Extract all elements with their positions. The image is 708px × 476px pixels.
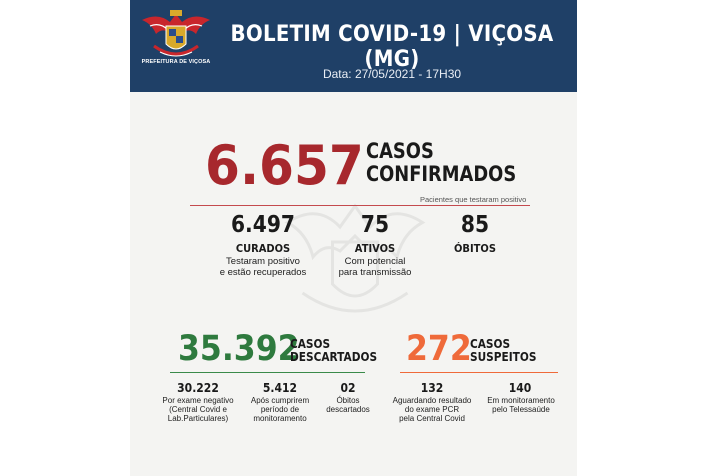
cured-desc-line1: Testaram positivo bbox=[226, 256, 300, 267]
discarded-monitoring-line1: Após cumprirem bbox=[250, 396, 310, 405]
suspected-monitoring-value: 140 bbox=[508, 381, 532, 395]
discarded-label-line1: CASOS bbox=[290, 337, 331, 351]
discarded-monitoring-description bbox=[235, 396, 325, 424]
suspected-label-line1: CASOS bbox=[470, 337, 511, 351]
discarded-negative-value: 30.222 bbox=[177, 381, 219, 395]
discarded-deaths-line2: descartados bbox=[326, 405, 370, 415]
deaths-value: 85 bbox=[460, 212, 490, 238]
suspected-monitoring-line2: pelo Telessaúde bbox=[492, 405, 550, 415]
discarded-deaths-value: 02 bbox=[340, 381, 356, 395]
discarded-negative-line3: Lab.Particulares) bbox=[167, 414, 229, 424]
active-desc-line1: Com potencial bbox=[344, 256, 406, 267]
suspected-monitoring-description bbox=[475, 396, 567, 414]
discarded-negative-description bbox=[148, 396, 248, 424]
discarded-deaths-line1: Óbitos bbox=[336, 396, 360, 405]
suspected-cases-value: 272 bbox=[406, 329, 472, 369]
discarded-negative-line1: Por exame negativo bbox=[162, 396, 234, 405]
confirmed-note: Pacientes que testaram positivo bbox=[420, 195, 527, 204]
header-banner bbox=[130, 0, 577, 92]
discarded-cases-value: 35.392 bbox=[178, 329, 300, 369]
confirmed-cases-label bbox=[366, 140, 516, 185]
cured-label: CURADOS bbox=[235, 242, 291, 255]
suspected-awaiting-line3: pela Central Covid bbox=[399, 414, 465, 424]
cured-desc-line2: e estão recuperados bbox=[219, 266, 307, 278]
cured-description bbox=[203, 257, 323, 279]
deaths-label: ÓBITOS bbox=[454, 242, 496, 255]
discarded-deaths-description bbox=[318, 396, 378, 414]
discarded-label-line2: DESCARTADOS bbox=[290, 349, 378, 364]
page-title: BOLETIM COVID-19 | VIÇOSA (MG) bbox=[230, 22, 554, 72]
suspected-awaiting-value: 132 bbox=[420, 381, 444, 395]
discarded-monitoring-line2: período de bbox=[260, 405, 300, 415]
confirmed-label-line2: CONFIRMADOS bbox=[366, 161, 517, 186]
discarded-monitoring-value: 5.412 bbox=[262, 381, 298, 395]
discarded-cases-label bbox=[290, 338, 377, 364]
suspected-label-line2: SUSPEITOS bbox=[470, 349, 537, 364]
confirmed-label-line1: CASOS bbox=[366, 139, 434, 163]
cured-value: 6.497 bbox=[230, 212, 296, 238]
active-value: 75 bbox=[360, 212, 390, 238]
active-label: ATIVOS bbox=[354, 242, 396, 255]
discarded-divider bbox=[170, 372, 365, 373]
confirmed-divider bbox=[190, 205, 530, 206]
discarded-negative-line2: (Central Covid e bbox=[169, 405, 227, 415]
bulletin-card bbox=[130, 0, 577, 476]
suspected-cases-label bbox=[470, 338, 536, 364]
suspected-monitoring-line1: Em monitoramento bbox=[487, 396, 555, 405]
active-desc-line2: para transmissão bbox=[338, 266, 412, 278]
suspected-awaiting-description bbox=[382, 396, 482, 424]
suspected-divider bbox=[400, 372, 558, 373]
logo-caption: PREFEITURA DE VIÇOSA bbox=[141, 59, 211, 65]
suspected-awaiting-line2: do exame PCR bbox=[404, 405, 460, 415]
active-description bbox=[320, 257, 430, 279]
discarded-monitoring-line3: monitoramento bbox=[253, 414, 307, 424]
city-crest-icon bbox=[140, 6, 212, 66]
suspected-awaiting-line1: Aguardando resultado bbox=[392, 396, 472, 405]
bulletin-date: Data: 27/05/2021 - 17H30 bbox=[322, 67, 462, 81]
confirmed-cases-value: 6.657 bbox=[205, 134, 364, 197]
